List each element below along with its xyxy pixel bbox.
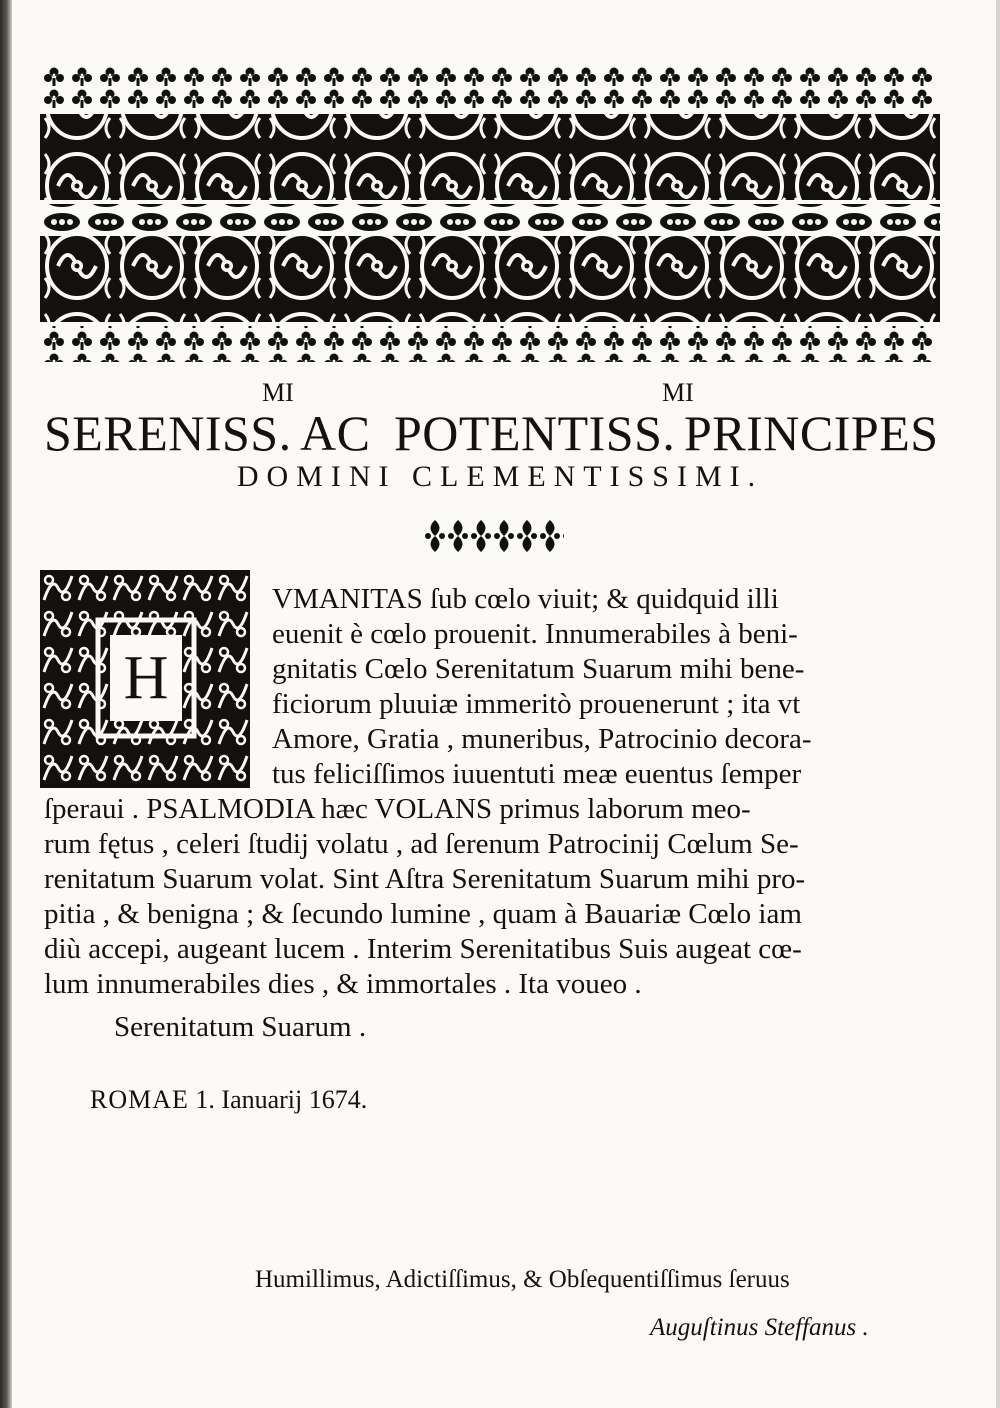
body-line-10: pitia , & benigna ; & ſecundo lumine , quam à Bauariæ Cœlo iam: [44, 898, 802, 930]
decorated-initial: [40, 570, 250, 788]
body-line-11: diù accepi, augeant lucem . Interim Serenitatibus Suis augeat cœ-: [44, 933, 802, 965]
heading-word-principes: PRINCIPES: [684, 405, 939, 461]
body-line-1: VMANITAS ſub cœlo viuit; & quidquid illi: [272, 583, 779, 615]
heading-superscript-2: MI: [662, 378, 694, 407]
subheading: DOMINI CLEMENTISSIMI.: [236, 460, 764, 493]
body-line-9: renitatum Suarum volat. Sint Aſtra Serenitatum Suarum mihi pro-: [44, 863, 806, 895]
date-place: ROMAE: [90, 1085, 189, 1114]
heading-superscript-1: MI: [262, 378, 294, 407]
date-line: [90, 1085, 367, 1115]
body-line-5: Amore, Gratia , muneribus, Patrocinio decora-: [272, 723, 812, 755]
body-line-12: lum innumerabiles dies , & immortales . Ita voueo .: [44, 968, 642, 1000]
heading-word-sereniss: SERENISS.: [44, 405, 292, 461]
right-page-edge: [996, 0, 1000, 1408]
signature: Auguſtinus Steffanus .: [650, 1314, 869, 1341]
fleuron-ornament: [424, 517, 564, 555]
date-value: 1. Ianuarij 1674.: [195, 1085, 368, 1114]
body-line-8: rum fętus , celeri ſtudij volatu , ad ſerenum Patrocinij Cœlum Se-: [44, 828, 799, 860]
body-line-3: gnitatis Cœlo Serenitatum Suarum mihi bene-: [272, 653, 805, 685]
body-line-4: ficiorum pluuiæ immeritò prouenerunt ; ita vt: [272, 688, 801, 720]
heading-word-potentiss: POTENTISS.: [394, 405, 676, 461]
body-line-6: tus feliciſſimos iuuentuti meæ euentus ſemper: [272, 758, 802, 790]
body-line-2: euenit è cœlo prouenit. Innumerabiles à beni-: [272, 618, 798, 650]
initial-letter: H: [110, 635, 182, 721]
heading-word-ac: AC: [300, 405, 371, 461]
closing-salutation: Serenitatum Suarum .: [114, 1011, 367, 1043]
signoff-line: Humillimus, Adictiſſimus, & Obſequentiſſimus ſeruus: [255, 1266, 790, 1293]
left-page-edge: [0, 0, 12, 1408]
body-line-7: ſperaui . PSALMODIA hæc VOLANS primus laborum meo-: [44, 793, 751, 825]
ornamental-header-band: [40, 66, 940, 362]
